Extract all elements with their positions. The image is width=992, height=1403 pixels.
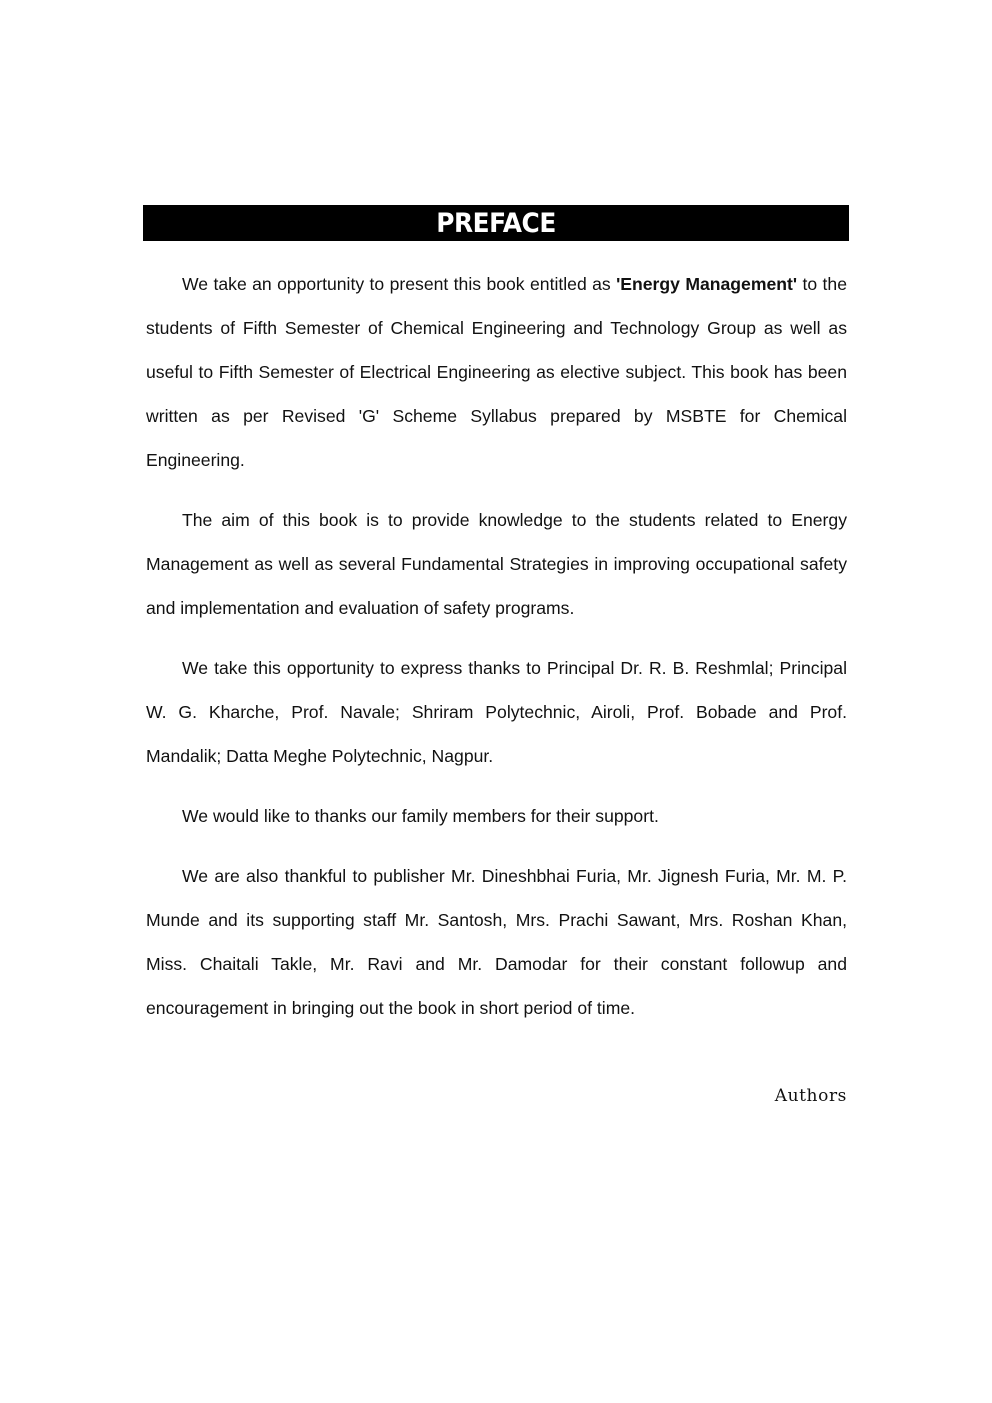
paragraph-thanks-family: We would like to thanks our family members for their support. <box>182 806 659 826</box>
paragraph-intro <box>146 262 847 482</box>
page-title: PREFACE <box>436 207 556 239</box>
paragraph-thanks-principals: We take this opportunity to express thanks to Principal Dr. R. B. Reshmlal; Principal W. G. Kharche, Prof. Navale; Shriram Polytechnic, Airoli, Prof. Bobade and Prof. Mandalik; Datta Meghe Polytechnic, Nagpur. <box>146 658 847 766</box>
book-title-emphasis: 'Energy Management' <box>616 274 798 294</box>
paragraph-intro-lead: We take an opportunity to present this book entitled as <box>182 274 617 294</box>
paragraph-thanks-publisher: We are also thankful to publisher Mr. Dineshbhai Furia, Mr. Jignesh Furia, Mr. M. P. Munde and its supporting staff Mr. Santosh, Mrs. Prachi Sawant, Mrs. Roshan Khan, Miss. Chaitali Takle, Mr. Ravi and Mr. Damodar for their constant followup and encouragement in bringing out the book in short period of time. <box>146 866 847 1018</box>
paragraph-intro-rest: to the students of Fifth Semester of Chemical Engineering and Technology Group as well as useful to Fifth Semester of Electrical Engineering as elective subject. This book has been written as per Revised 'G' Scheme Syllabus prepared by MSBTE for Chemical Engineering. <box>146 274 847 470</box>
preface-body <box>146 262 847 1046</box>
paragraph-aim: The aim of this book is to provide knowledge to the students related to Energy Management as well as several Fundamental Strategies in improving occupational safety and implementation and evaluation of safety programs. <box>146 510 847 618</box>
signature-authors: Authors <box>774 1086 847 1106</box>
title-bar <box>143 205 849 241</box>
